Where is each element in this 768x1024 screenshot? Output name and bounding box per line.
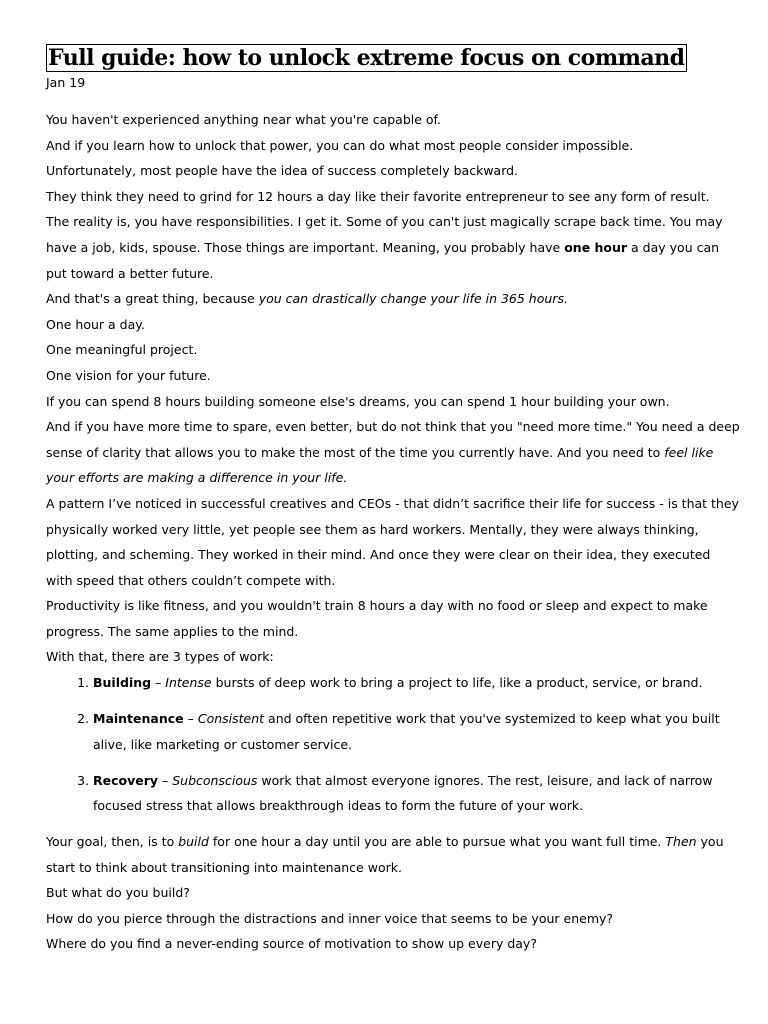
- paragraph: With that, there are 3 types of work:: [46, 649, 274, 665]
- italic-text: Intense: [165, 675, 212, 691]
- article-body: [46, 107, 740, 957]
- paragraph: [46, 286, 740, 312]
- italic-text: feel like your efforts are making a difference in your life.: [46, 444, 714, 486]
- bold-text: Maintenance: [93, 711, 184, 727]
- italic-text: Then: [665, 834, 697, 850]
- article: [46, 44, 740, 957]
- list-item: [93, 670, 740, 696]
- paragraph: [46, 209, 740, 286]
- article-date: Jan 19: [46, 75, 86, 90]
- text: And that's a great thing, because: [46, 291, 259, 307]
- paragraph: You haven't experienced anything near what you're capable of.: [46, 112, 442, 127]
- paragraph: One vision for your future.: [46, 367, 211, 383]
- text: work that almost everyone ignores. The rest, leisure, and lack of narrow focused stress that allows breakthrough ideas to form the future of your work.: [93, 772, 713, 814]
- paragraph: They think they need to grind for 12 hours a day like their favorite entrepreneur to see any form of result.: [46, 188, 710, 204]
- bold-text: one hour: [564, 239, 628, 255]
- bold-text: Building: [93, 675, 152, 691]
- paragraph: And if you learn how to unlock that power, you can do what most people consider impossible.: [46, 137, 634, 153]
- text: –: [151, 675, 166, 691]
- text: Your goal, then, is to: [46, 834, 179, 850]
- paragraph: One meaningful project.: [46, 342, 198, 358]
- work-types-list: [46, 670, 740, 819]
- text: bursts of deep work to bring a project to life, like a product, service, or brand.: [211, 675, 703, 691]
- paragraph: A pattern I’ve noticed in successful creatives and CEOs - that didn’t sacrifice their life for success - is that they physically worked very little, yet people see them as hard workers. Mentally, they were always thinking, plotting, and scheming. They worked in their mind. And once they were clear on their idea, they executed with speed that others couldn’t compete with.: [46, 495, 739, 588]
- text: –: [158, 772, 173, 788]
- paragraph: [46, 414, 740, 491]
- text: for one hour a day until you are able to pursue what you want full time.: [208, 834, 666, 850]
- text: a day you can put toward a better future.: [46, 239, 720, 281]
- paragraph: Where do you find a never-ending source of motivation to show up every day?: [46, 936, 537, 952]
- text: And if you have more time to spare, even better, but do not think that you "need more time." You need a deep sense of clarity that allows you to make the most of the time you currently have. And you need to: [46, 419, 740, 460]
- list-item: [93, 706, 740, 757]
- italic-text: build: [178, 834, 209, 850]
- text: and often repetitive work that you've systemized to keep what you built alive, like marketing or customer service.: [93, 711, 720, 752]
- paragraph: How do you pierce through the distractions and inner voice that seems to be your enemy?: [46, 910, 614, 926]
- paragraph: If you can spend 8 hours building someone else's dreams, you can spend 1 hour building your own.: [46, 393, 670, 409]
- paragraph: One hour a day.: [46, 316, 145, 332]
- paragraph: Productivity is like fitness, and you wouldn't train 8 hours a day with no food or sleep and expect to make progress. The same applies to the mind.: [46, 598, 708, 639]
- article-title: Full guide: how to unlock extreme focus on command: [48, 45, 685, 71]
- text: you start to think about transitioning into maintenance work.: [46, 834, 724, 875]
- text: –: [183, 711, 198, 727]
- italic-text: you can drastically change your life in 365 hours.: [258, 291, 568, 307]
- paragraph: [46, 829, 740, 880]
- paragraph: But what do you build?: [46, 885, 190, 901]
- italic-text: Consistent: [197, 711, 265, 727]
- bold-text: Recovery: [93, 772, 159, 788]
- paragraph: Unfortunately, most people have the idea of success completely backward.: [46, 163, 519, 179]
- list-item: [93, 768, 740, 819]
- italic-text: Subconscious: [172, 772, 258, 788]
- text: The reality is, you have responsibilities. I get it. Some of you can't just magically scrape back time. You may have a job, kids, spouse. Those things are important. Meaning, you probably have: [46, 214, 723, 255]
